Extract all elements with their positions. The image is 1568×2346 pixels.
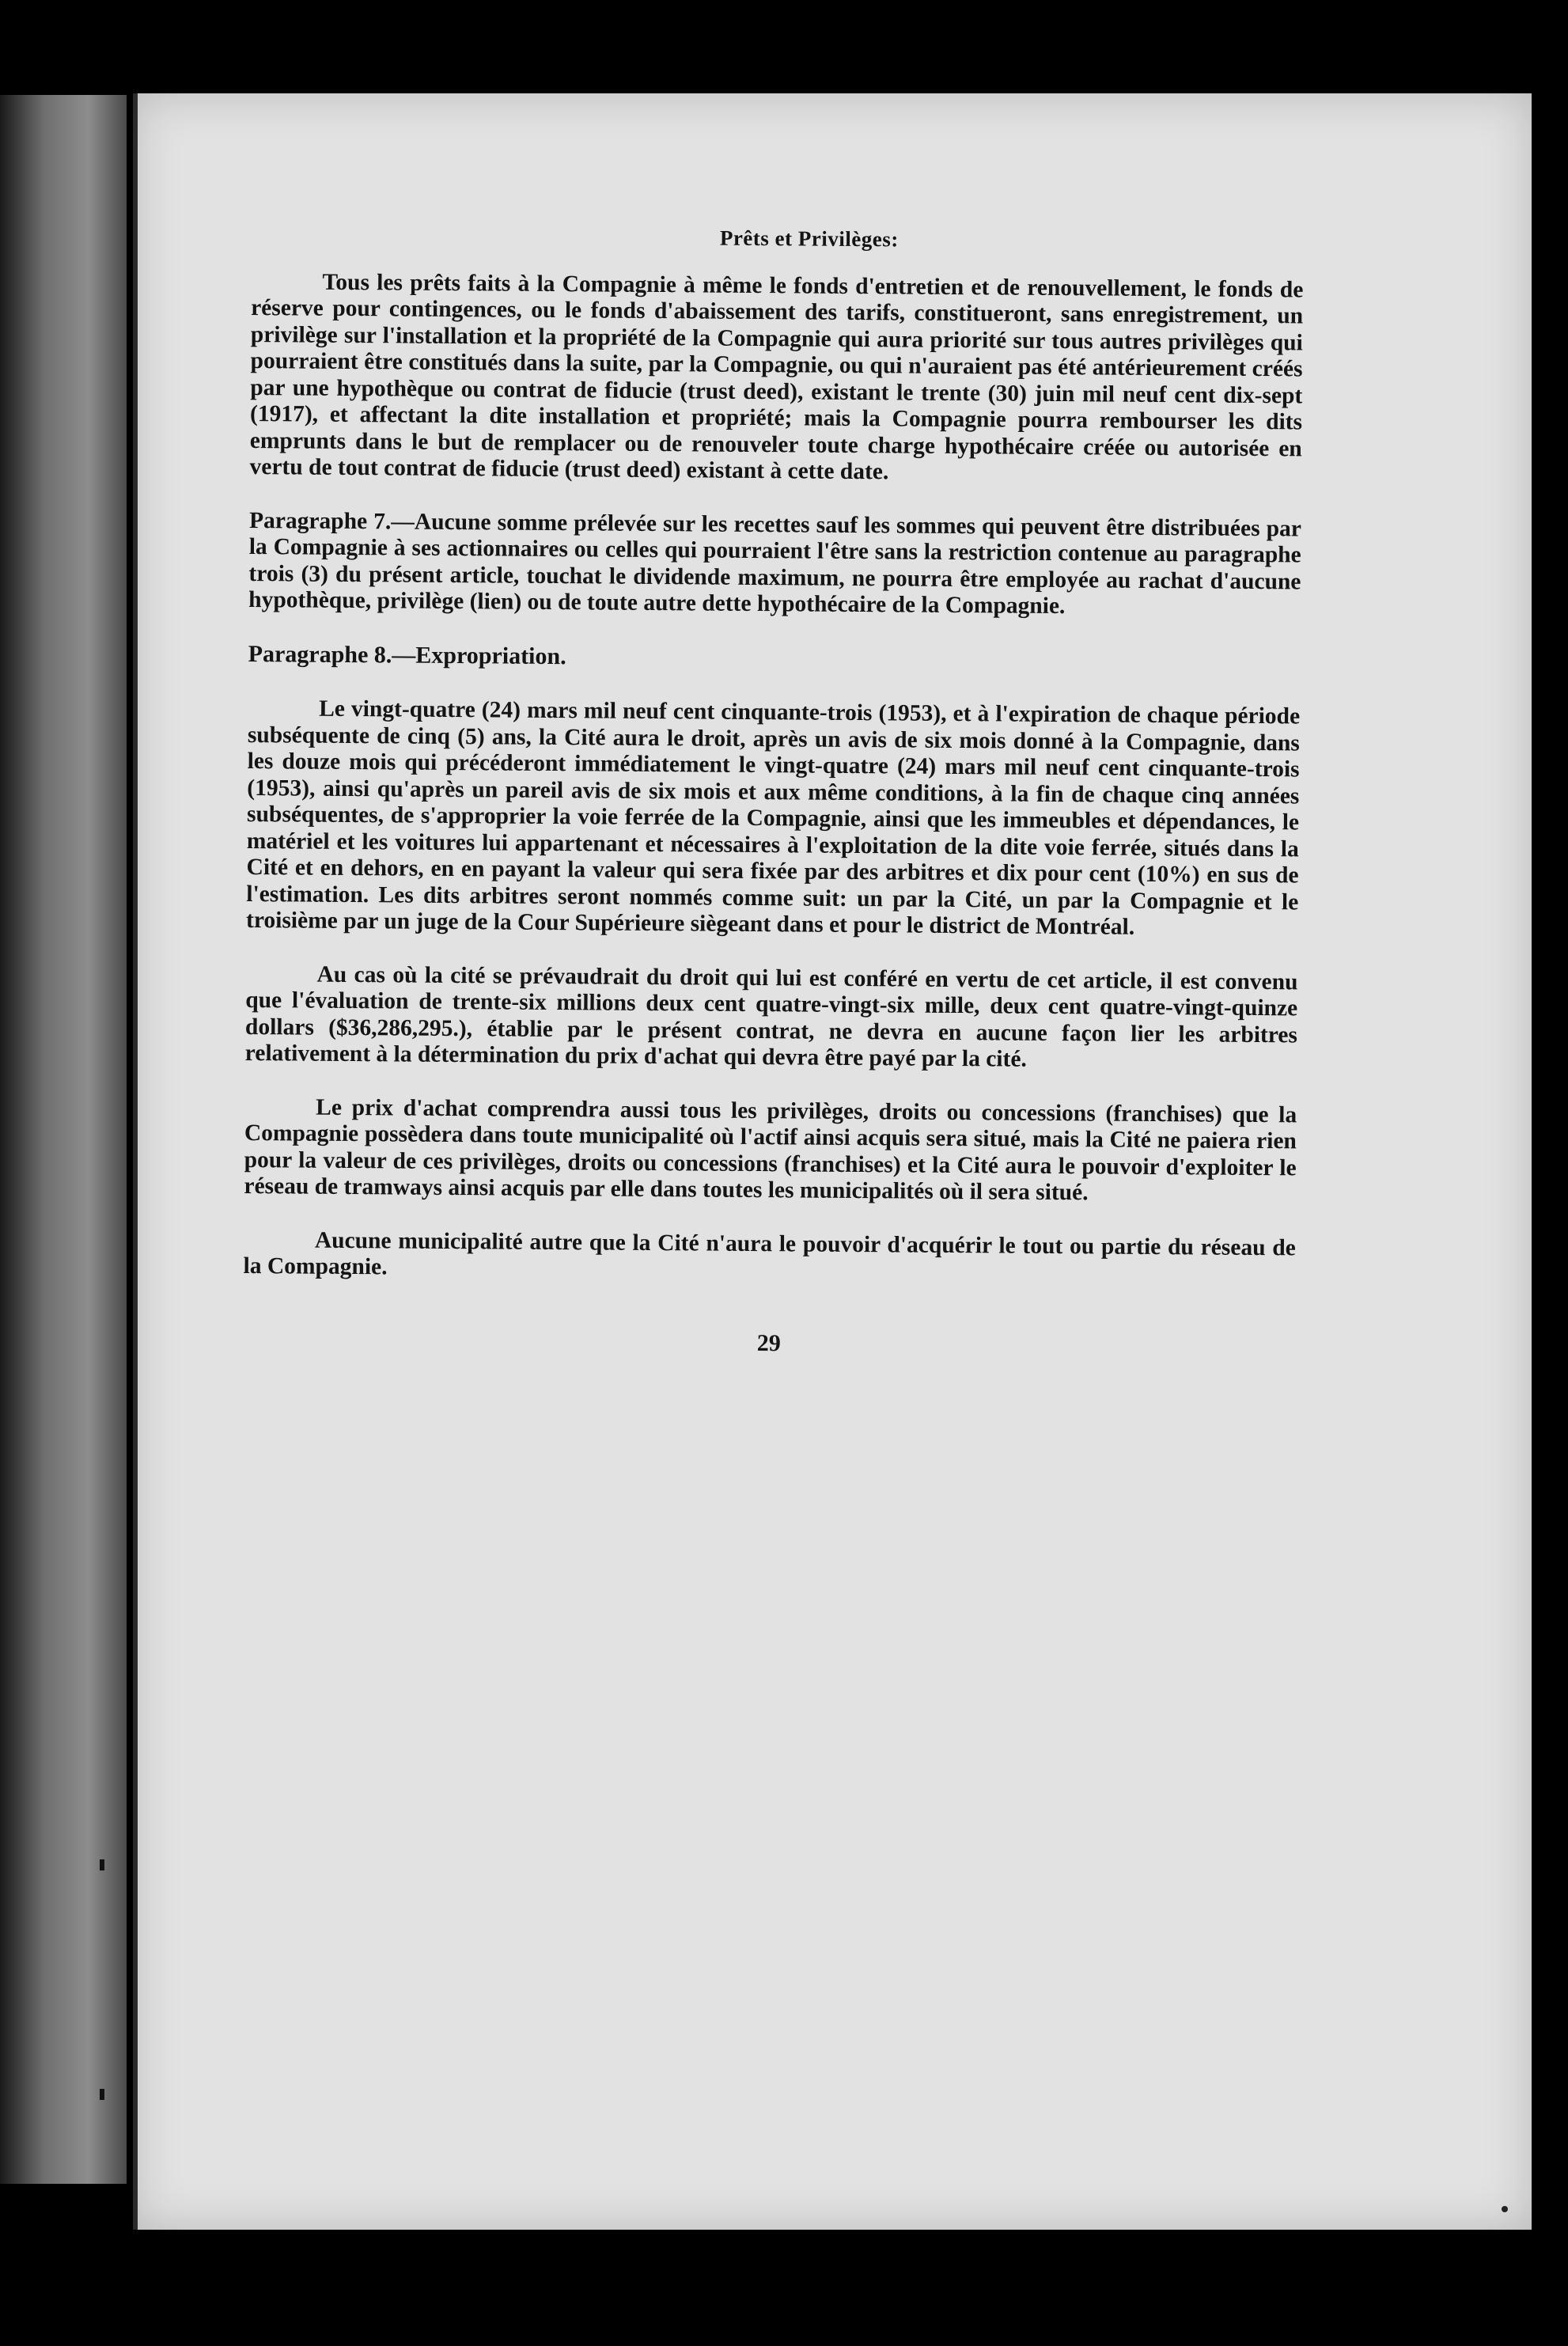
margin-mark [100,2089,104,2100]
paragraph-purchase-price: Le prix d'achat comprendra aussi tous les privilèges, droits ou concessions (franchises) que la Compagnie possèdera dans toute municipalité où l'actif ainsi acquis sera situé, mais la Cité ne paiera rien pour la valeur de ces privilèges, droits ou concessions (franchises) et la Cité aura le pouvoir d'exploiter le réseau de tramways ainsi acquis par elle dans toutes les municipalités où il sera situé. [244,1094,1297,1206]
paragraph-valuation: Au cas où la cité se prévaudrait du droit qui lui est conféré en vertu de cet article, il est convenu que l'évaluation de trente-six millions deux cent quatre-vingt-six mille, deux cent quatre-vingt-quinze dollars ($36,286,295.), établie par le présent contrat, ne devra en aucune façon lier les arbitres relativement à la détermination du prix d'achat qui devra être payé par la cité. [244,961,1298,1072]
paragraph-municipality: Aucune municipalité autre que la Cité n'aura le pouvoir d'acquérir le tout ou partie du réseau de la Compagnie. [243,1227,1296,1280]
paragraph-8-heading: Paragraphe 8.—Expropriation. [248,640,566,669]
page-text [243,222,1304,1360]
page-speck [1502,2206,1508,2212]
adjacent-page-edge [0,95,127,2184]
paragraph-expropriation: Le vingt-quatre (24) mars mil neuf cent cinquante-trois (1953), et à l'expiration de chaque période subséquente de cinq (5) ans, la Cité aura le droit, après un avis de six mois donné à la Compagnie, dans les douze mois qui précéderont immédiatement le vingt-quatre (24) mars mil neuf cent cinquante-trois (1953), ainsi qu'après un pareil avis de six mois et aux même conditions, à la fin de chaque cinq années subséquentes, de s'approprier la voie ferrée de la Compagnie, ainsi que les immeubles et dépendances, le matériel et les voitures lui appartenant et nécessaires à l'exploitation de la dite voie ferrée, situés dans la Cité et en dehors, en en payant la valeur qui sera fixée par des arbitres et dix pour cent (10%) en sus de l'estimation. Les dits arbitres seront nommés comme suit: un par la Cité, un par la Compagnie et le troisième par un juge de la Cour Supérieure siègeant dans et pour le district de Montréal. [245,695,1301,940]
section-heading: Prêts et Privilèges: [719,226,899,252]
paragraph-loans: Tous les prêts faits à la Compagnie à même le fonds d'entretien et de renouvellement, le fonds de réserve pour contingences, ou le fonds d'abaissement des tarifs, constitueront, sans enregistrement, un privilège sur l'installation et la propriété de la Compagnie qui aura priorité sur tous autres privilèges qui pourraient être constitués dans la suite, par la Compagnie, ou qui n'auraient pas été antérieurement créés par une hypothèque ou contrat de fiducie (trust deed), existant le trente (30) juin mil neuf cent dix-sept (1917), et affectant la dite installation et propriété; mais la Compagnie pourra rembourser les dits emprunts dans le but de remplacer ou de renouveler toute charge hypothécaire créée ou autorisée en vertu de tout contrat de fiducie (trust deed) existant à cette date. [249,269,1304,485]
page-number: 29 [756,1329,782,1356]
paragraph-7: Paragraphe 7.—Aucune somme prélevée sur les recettes sauf les sommes qui peuvent être distribuées par la Compagnie à ses actionnaires ou celles qui pourraient l'être sans la restriction contenue au paragraphe trois (3) du présent article, touchat le dividende maximum, ne pourra être employée au rachat d'aucune hypothèque, privilège (lien) ou de toute autre dette hypothécaire de la Compagnie. [248,507,1302,620]
margin-mark [100,1859,104,1870]
